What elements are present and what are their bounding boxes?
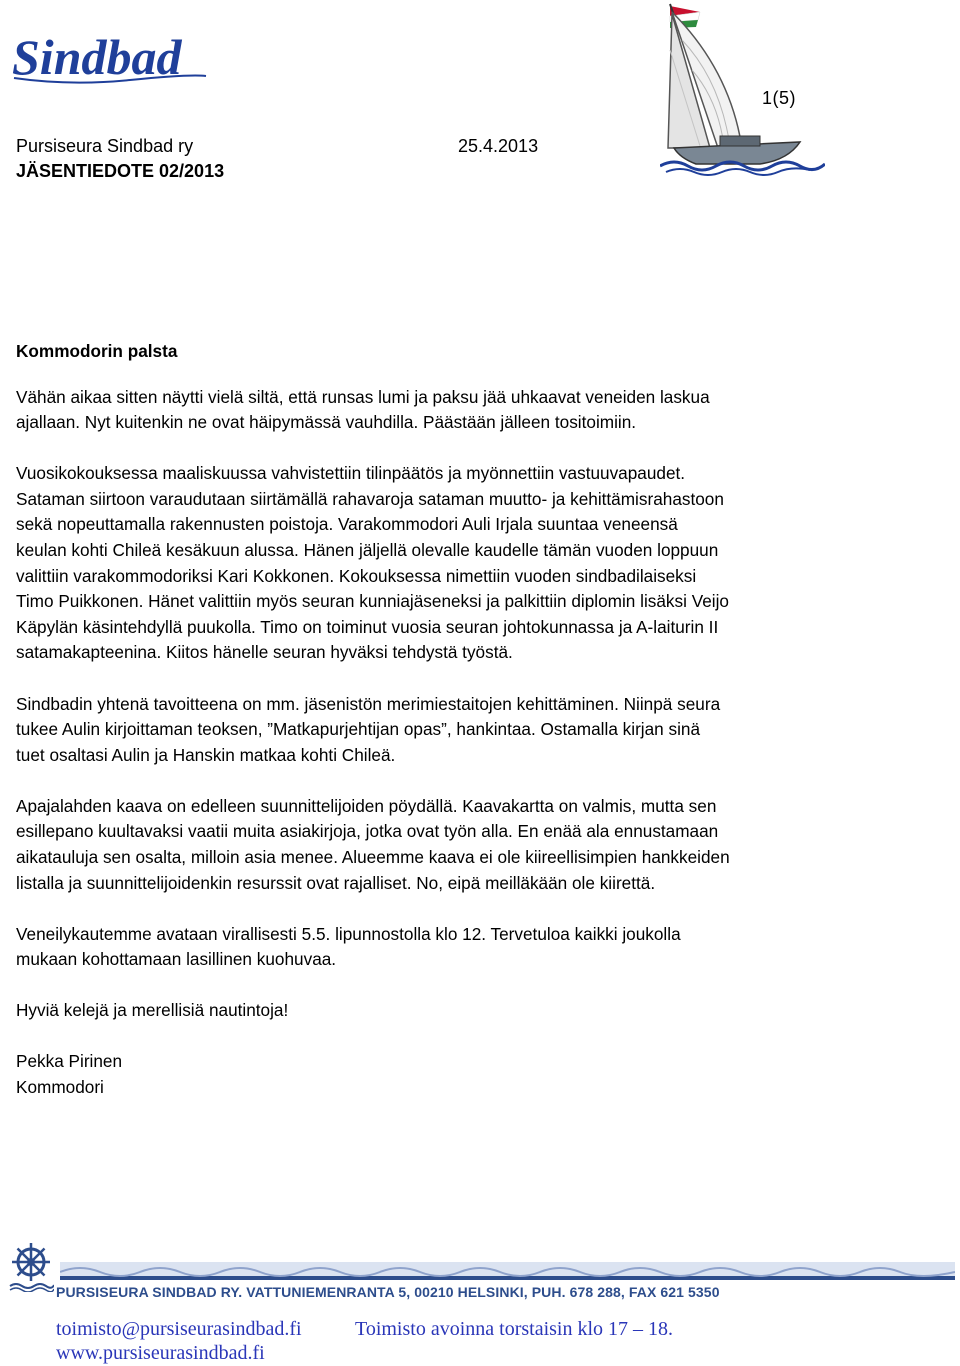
text-line: listalla ja suunnittelijoidenkin resurssit ovat rajalliset. No, eipä meilläkään ole kiirettä. <box>16 872 656 893</box>
text-line: Käpylän käsintehdyllä puukolla. Timo on toiminut vuosia seuran johtokunnassa ja A-laiturin II <box>16 616 719 637</box>
text-line: tukee Aulin kirjoittaman teoksen, ”Matkapurjehtijan opas”, hankintaa. Ostamalla kirjan sinä <box>16 719 701 740</box>
section-heading: Kommodorin palsta <box>16 341 178 361</box>
cabin <box>720 136 760 146</box>
footer-address: PURSISEURA SINDBAD RY. VATTUNIEMENRANTA 5, 00210 HELSINKI, PUH. 678 288, FAX 621 5350 <box>56 1284 720 1300</box>
footer-website[interactable]: www.pursiseurasindbad.fi <box>56 1342 265 1364</box>
text-line: satamakapteenina. Kiitos hänelle seuran hyväksi tehdystä työstä. <box>16 642 513 663</box>
text-line: tuet osaltasi Aulin ja Hanskin matkaa kohti Chileä. <box>16 744 396 765</box>
logo-wordmark: Sindbad <box>12 29 182 85</box>
text-line: Vähän aikaa sitten näytti vielä siltä, että runsas lumi ja paksu jää uhkaavat veneiden laskua <box>16 386 710 407</box>
text-line: sekä nopeuttamalla rakennusten poistoja. Varakommodori Auli Irjala suuntaa veneensä <box>16 514 678 535</box>
signature-role: Kommodori <box>16 1077 104 1098</box>
text-line: ajallaan. Nyt kuitenkin ne ovat häipymässä vauhdilla. Päästään jälleen tositoimiin. <box>16 412 637 433</box>
page-number: 1(5) <box>762 88 797 108</box>
text-line: aikatauluja sen osalta, milloin asia menee. Alueemme kaava ei ole kiireellisimpien hankkeiden <box>16 847 730 867</box>
sindbad-logo <box>10 24 210 88</box>
text-line: Timo Puikkonen. Hänet valittiin myös seuran kunniajäseneksi ja palkittiin diplomin lisäksi Veijo <box>16 591 729 612</box>
text-line: mukaan kohottamaan lasillinen kuohuvaa. <box>16 949 337 970</box>
text-line: keulan kohti Chileä kesäkuun alussa. Hänen jäljellä olevalle kaudelle tämän vuoden loppuun <box>16 540 719 561</box>
article <box>16 339 936 1101</box>
footer-wave-band <box>60 1262 955 1280</box>
text-line: Apajalahden kaava on edelleen suunnittelijoiden pöydällä. Kaavakartta on valmis, mutta sen <box>16 795 717 816</box>
signature <box>16 1049 936 1100</box>
paragraph <box>16 998 936 1024</box>
sailboat-illustration <box>660 0 825 178</box>
footer-email[interactable]: toimisto@pursiseurasindbad.fi <box>56 1318 302 1340</box>
text-line: valittiin varakommodoriksi Kari Kokkonen. Kokouksessa nimettiin vuoden sindbadilaiseksi <box>16 565 697 586</box>
text-line: Veneilykautemme avataan virallisesti 5.5. lipunnostolla klo 12. Tervetuloa kaikki joukolla <box>16 923 681 944</box>
ships-wheel-emblem <box>8 1240 54 1292</box>
text-line: Vuosikokouksessa maaliskuussa vahvistettiin tilinpäätös ja myönnettiin vastuuvapaudet. <box>16 463 686 484</box>
signature-name: Pekka Pirinen <box>16 1051 123 1072</box>
text-line: Hyviä kelejä ja merellisiä nautintoja! <box>16 1000 289 1021</box>
document-date: 25.4.2013 <box>458 136 539 156</box>
paragraph <box>16 922 936 973</box>
text-line: esillepano kuultavaksi vaatii muita asiakirjoja, jotka ovat työn alla. En enää ala ennustamaan <box>16 821 719 842</box>
paragraph <box>16 794 936 896</box>
document-title: JÄSENTIEDOTE 02/2013 <box>16 161 225 181</box>
paragraph <box>16 692 936 769</box>
paragraph <box>16 461 936 666</box>
text-line: Sataman siirtoon varaudutaan siirtämällä rahavaroja sataman muutto- ja kehittämisrahastoon <box>16 488 724 509</box>
paragraph <box>16 385 936 436</box>
organization-name: Pursiseura Sindbad ry <box>16 136 194 156</box>
footer-office-hours: Toimisto avoinna torstaisin klo 17 – 18. <box>355 1318 674 1340</box>
text-line: Sindbadin yhtenä tavoitteena on mm. jäsenistön merimiestaitojen kehittäminen. Niinpä seura <box>16 693 721 714</box>
